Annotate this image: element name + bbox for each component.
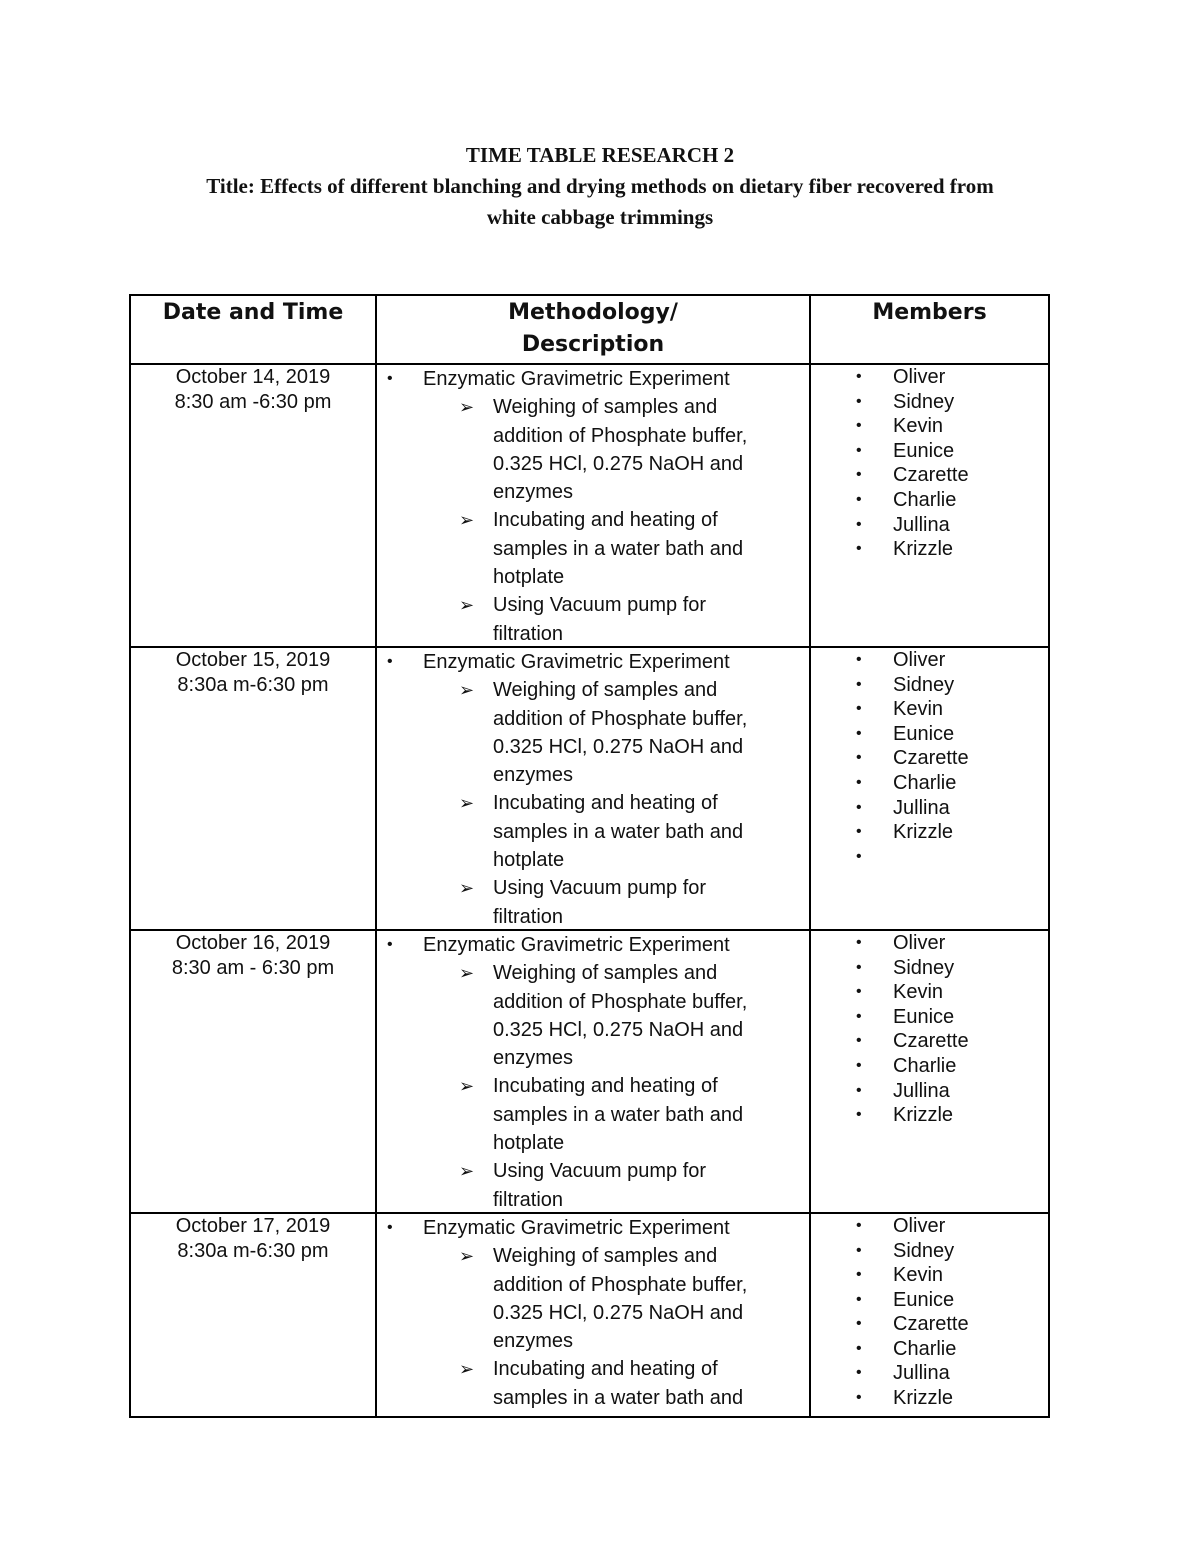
timetable [129, 294, 1050, 1418]
methodology-steps-list [377, 676, 809, 929]
page-heading: TIME TABLE RESEARCH 2 [465, 143, 735, 167]
bullet-icon: • [856, 1056, 862, 1074]
bullet-icon: • [856, 515, 862, 533]
experiment-name: Enzymatic Gravimetric Experiment [423, 650, 730, 673]
member-item [811, 648, 1048, 673]
bullet-icon: • [856, 1364, 862, 1382]
methodology-step [377, 591, 809, 646]
member-item [811, 463, 1048, 488]
arrow-bullet-icon: ➢ [459, 1161, 475, 1182]
member-name: Czarette [893, 1030, 969, 1053]
member-name: Jullina [893, 513, 950, 536]
bullet-icon: • [856, 417, 862, 435]
bullet-icon: • [856, 540, 862, 558]
methodology-step [377, 676, 809, 789]
experiment-item [377, 365, 809, 393]
methodology-cell [376, 647, 810, 930]
bullet-icon: • [856, 1290, 862, 1308]
date-text: October 17, 2019 [175, 1214, 331, 1237]
date-time-cell [130, 647, 376, 930]
member-item [811, 1079, 1048, 1104]
member-item [811, 1005, 1048, 1030]
member-name: Jullina [893, 796, 950, 819]
member-name: Oliver [893, 366, 946, 388]
members-cell [810, 1213, 1049, 1417]
member-item [811, 365, 1048, 390]
bullet-icon: • [856, 1007, 862, 1025]
member-item [811, 414, 1048, 439]
member-name: Krizzle [893, 538, 954, 561]
step-text: Weighing of samples and addition of Phosphate buffer, 0.325 HCl, 0.275 NaOH and enzymes [493, 679, 748, 787]
bullet-icon: • [856, 650, 862, 668]
member-name: Charlie [893, 1337, 957, 1360]
bullet-icon: • [856, 958, 862, 976]
bullet-icon: • [856, 724, 862, 742]
member-name: Jullina [893, 1079, 950, 1102]
member-item [811, 1288, 1048, 1313]
time-text: 8:30 am - 6:30 pm [171, 956, 335, 979]
date-text: October 16, 2019 [175, 931, 331, 954]
table-body [130, 364, 1049, 1417]
arrow-bullet-icon: ➢ [459, 510, 475, 531]
step-text: Incubating and heating of samples in a water bath and hotplate [493, 792, 744, 872]
bullet-icon: • [856, 1339, 862, 1357]
member-name: Krizzle [893, 821, 954, 844]
member-name: Krizzle [893, 1104, 954, 1127]
member-item [811, 845, 1048, 870]
bullet-icon: • [856, 700, 862, 718]
members-cell [810, 364, 1049, 647]
bullet-icon: • [856, 773, 862, 791]
bullet-icon: • [856, 441, 862, 459]
bullet-icon: • [856, 392, 862, 410]
member-name: Eunice [893, 722, 955, 745]
member-item [811, 1214, 1048, 1239]
bullet-icon: • [856, 749, 862, 767]
experiment-name: Enzymatic Gravimetric Experiment [423, 933, 730, 956]
member-name: Czarette [893, 1313, 969, 1336]
column-header-members: Members [810, 295, 1049, 364]
member-item [811, 513, 1048, 538]
bullet-icon: • [387, 652, 393, 670]
member-item [811, 439, 1048, 464]
bullet-icon: • [856, 983, 862, 1001]
member-name: Kevin [893, 415, 944, 438]
bullet-icon: • [856, 1315, 862, 1333]
member-item [811, 746, 1048, 771]
bullet-icon: • [856, 490, 862, 508]
member-name: Oliver [893, 648, 946, 671]
member-name: Sidney [893, 673, 955, 696]
member-item [811, 1029, 1048, 1054]
member-name: Oliver [893, 1214, 946, 1237]
member-item [811, 980, 1048, 1005]
methodology-step [377, 1072, 809, 1157]
date-text: October 15, 2019 [175, 648, 331, 671]
methodology-step [377, 393, 809, 506]
member-name: Oliver [893, 931, 946, 954]
member-name: Kevin [893, 981, 944, 1004]
member-item [811, 722, 1048, 747]
methodology-content [377, 648, 809, 929]
member-item [811, 1386, 1048, 1411]
methodology-step [377, 1355, 809, 1412]
arrow-bullet-icon: ➢ [459, 1359, 475, 1380]
time-text: 8:30 am -6:30 pm [174, 391, 332, 413]
member-name: Jullina [893, 1362, 950, 1385]
member-item [811, 956, 1048, 981]
step-text: Weighing of samples and addition of Phosphate buffer, 0.325 HCl, 0.275 NaOH and enzymes [493, 1245, 748, 1353]
members-cell [810, 930, 1049, 1213]
member-item [811, 820, 1048, 845]
methodology-step [377, 959, 809, 1072]
bullet-icon: • [856, 1106, 862, 1124]
member-item [811, 931, 1048, 956]
arrow-bullet-icon: ➢ [459, 793, 475, 814]
member-item [811, 1054, 1048, 1079]
step-text: Using Vacuum pump for filtration [493, 877, 707, 928]
methodology-steps-list [377, 1242, 809, 1412]
table-row [130, 1213, 1049, 1417]
table-row [130, 647, 1049, 930]
member-item [811, 1263, 1048, 1288]
methodology-cell [376, 364, 810, 647]
member-name: Kevin [893, 698, 944, 721]
methodology-steps-list [377, 959, 809, 1212]
date-text: October 14, 2019 [175, 366, 331, 388]
date-time-cell [130, 930, 376, 1213]
members-list [811, 931, 1048, 1128]
step-text: Weighing of samples and addition of Phosphate buffer, 0.325 HCl, 0.275 NaOH and enzymes [493, 962, 748, 1070]
column-header-methodology [376, 295, 810, 364]
experiment-item [377, 1214, 809, 1242]
bullet-icon: • [856, 1081, 862, 1099]
step-text: Incubating and heating of samples in a water bath and hotplate [493, 509, 744, 589]
arrow-bullet-icon: ➢ [459, 595, 475, 616]
member-item [811, 1337, 1048, 1362]
member-name: Krizzle [893, 1387, 954, 1410]
methodology-step [377, 1242, 809, 1355]
member-name: Charlie [893, 488, 957, 511]
member-item [811, 673, 1048, 698]
research-title-line-1: Title: Effects of different blanching and drying methods on dietary fiber recovered from [206, 174, 994, 198]
bullet-icon: • [856, 1216, 862, 1234]
bullet-icon: • [856, 1241, 862, 1259]
member-item [811, 488, 1048, 513]
methodology-steps-list [377, 393, 809, 646]
member-item [811, 796, 1048, 821]
bullet-icon: • [856, 675, 862, 693]
member-name: Czarette [893, 747, 969, 770]
experiment-name: Enzymatic Gravimetric Experiment [423, 1216, 730, 1239]
arrow-bullet-icon: ➢ [459, 680, 475, 701]
table-row [130, 930, 1049, 1213]
document-header [100, 140, 1100, 233]
date-time-cell [130, 1213, 376, 1417]
bullet-icon: • [387, 935, 393, 953]
member-name: Eunice [893, 1288, 955, 1311]
member-name: Kevin [893, 1264, 944, 1287]
member-name: Sidney [893, 1239, 955, 1262]
bullet-icon: • [856, 823, 862, 841]
time-text: 8:30a m-6:30 pm [177, 673, 329, 696]
time-text: 8:30a m-6:30 pm [177, 1239, 329, 1262]
bullet-icon: • [387, 370, 393, 387]
members-list [811, 648, 1048, 869]
member-item [811, 771, 1048, 796]
methodology-step [377, 789, 809, 874]
arrow-bullet-icon: ➢ [459, 1076, 475, 1097]
members-list [811, 1214, 1048, 1411]
arrow-bullet-icon: ➢ [459, 963, 475, 984]
bullet-icon: • [856, 368, 862, 385]
bullet-icon: • [856, 1032, 862, 1050]
bullet-icon: • [856, 847, 862, 865]
step-text: Incubating and heating of samples in a water bath and [493, 1358, 744, 1409]
experiment-item [377, 931, 809, 959]
arrow-bullet-icon: ➢ [459, 397, 475, 418]
member-item [811, 390, 1048, 415]
methodology-content [377, 365, 809, 646]
experiment-name: Enzymatic Gravimetric Experiment [423, 368, 730, 390]
step-text: Using Vacuum pump for filtration [493, 594, 707, 645]
bullet-icon: • [856, 933, 862, 951]
member-name: Czarette [893, 464, 969, 487]
column-header-methodology-line-1: Methodology/ [508, 300, 678, 325]
methodology-content [377, 931, 809, 1212]
member-item [811, 537, 1048, 562]
member-name: Charlie [893, 771, 957, 794]
member-item [811, 1361, 1048, 1386]
methodology-step [377, 506, 809, 591]
column-header-methodology-line-2: Description [521, 332, 665, 357]
methodology-step [377, 1157, 809, 1212]
member-item [811, 1103, 1048, 1128]
arrow-bullet-icon: ➢ [459, 1246, 475, 1267]
bullet-icon: • [856, 466, 862, 484]
arrow-bullet-icon: ➢ [459, 878, 475, 899]
methodology-cell [376, 1213, 810, 1417]
member-name: Eunice [893, 439, 955, 462]
step-text: Using Vacuum pump for filtration [493, 1160, 707, 1211]
member-name: Eunice [893, 1005, 955, 1028]
step-text: Incubating and heating of samples in a water bath and hotplate [493, 1075, 744, 1155]
member-name: Sidney [893, 956, 955, 979]
member-item [811, 697, 1048, 722]
bullet-icon: • [856, 1266, 862, 1284]
member-item [811, 1312, 1048, 1337]
member-item [811, 1239, 1048, 1264]
bullet-icon: • [856, 798, 862, 816]
table-header-row [130, 295, 1049, 364]
member-name: Charlie [893, 1054, 957, 1077]
column-header-date: Date and Time [130, 295, 376, 364]
methodology-cell [376, 930, 810, 1213]
table-row [130, 364, 1049, 647]
methodology-step [377, 874, 809, 929]
experiment-item [377, 648, 809, 676]
research-title-line-2: white cabbage trimmings [486, 205, 714, 229]
step-text: Weighing of samples and addition of Phosphate buffer, 0.325 HCl, 0.275 NaOH and enzymes [493, 396, 748, 504]
members-cell [810, 647, 1049, 930]
bullet-icon: • [387, 1218, 393, 1236]
members-list [811, 365, 1048, 562]
methodology-content [377, 1214, 809, 1412]
date-time-cell [130, 364, 376, 647]
member-name: Sidney [893, 390, 955, 413]
bullet-icon: • [856, 1389, 862, 1407]
